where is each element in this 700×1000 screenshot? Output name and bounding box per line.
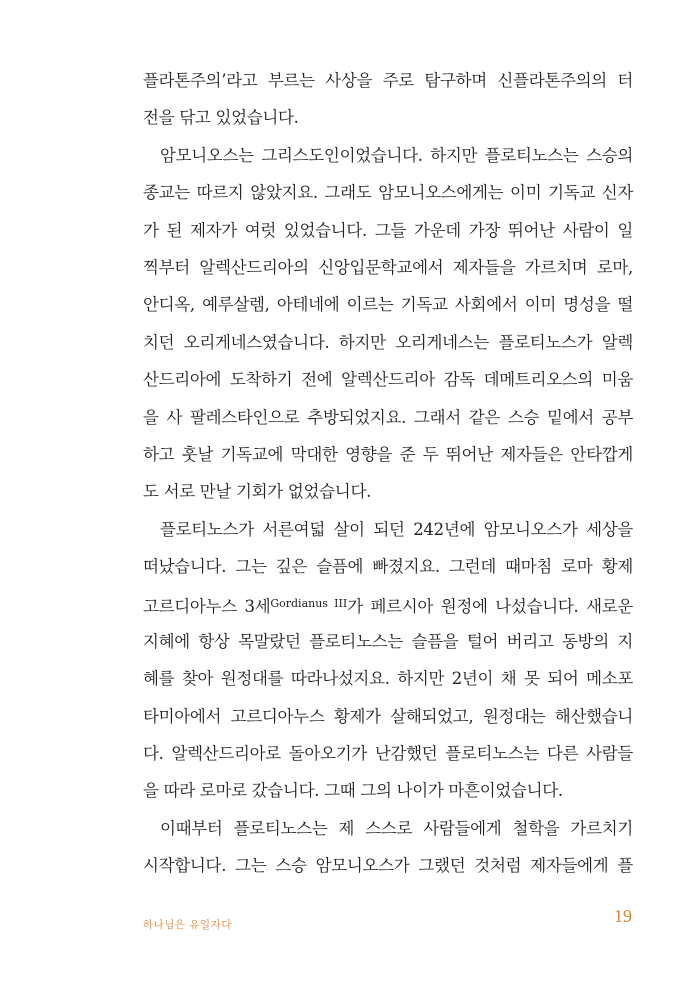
superscript-latin-name: Gordianus III	[270, 597, 348, 611]
text-line: 플라톤주의’라고 부르는 사상을 주로 탐구하며 신플라톤주의의 터	[143, 71, 633, 90]
text-line: 을 사 팔레스타인으로 추방되었지요. 그래서 같은 스승 밑에서 공부	[143, 407, 633, 427]
text-line-gordianus	[143, 585, 633, 622]
text-segment: 고르디아누스 3세	[143, 597, 271, 617]
text-line: 다. 알렉산드리아로 돌아오기가 난감했던 플로티노스는 다른 사람들	[143, 744, 633, 764]
page-number: 19	[614, 906, 632, 926]
text-line: 혜를 찾아 원정대를 따라나섰지요. 하지만 2년이 채 못 되어 메소포	[143, 669, 633, 689]
text-line: 안디옥, 예루살렘, 아테네에 이르는 기독교 사회에서 이미 명성을 떨	[143, 295, 633, 315]
text-line: 하고 훗날 기독교에 막대한 영향을 준 두 뛰어난 제자들은 안타깝게	[143, 444, 633, 464]
body-text	[143, 62, 633, 885]
text-line: 찍부터 알렉산드리아의 신앙입문학교에서 제자들을 가르치며 로마,	[143, 257, 633, 277]
text-line: 도 서로 만날 기회가 없었습니다.	[143, 482, 372, 502]
text-line: 가 된 제자가 여럿 있었습니다. 그들 가운데 가장 뛰어난 사람이 일	[143, 220, 633, 240]
text-line: 시작합니다. 그는 스승 암모니오스가 그랬던 것처럼 제자들에게 플	[143, 856, 633, 876]
text-line: 떠났습니다. 그는 깊은 슬픔에 빠졌지요. 그런데 때마침 로마 황제	[143, 557, 633, 577]
text-line: 타미아에서 고르디아누스 황제가 살해되었고, 원정대는 해산했습니	[143, 706, 633, 726]
text-line: 지혜에 항상 목말랐던 플로티노스는 슬픔을 털어 버리고 동방의 지	[143, 631, 633, 651]
text-segment: 가 페르시아 원정에 나섰습니다. 새로운	[347, 597, 634, 617]
text-line: 종교는 따르지 않았지요. 그래도 암모니오스에게는 이미 기독교 신자	[143, 183, 633, 203]
text-line: 이때부터 플로티노스는 제 스스로 사람들에게 철학을 가르치기	[160, 818, 633, 838]
text-line: 전을 닦고 있었습니다.	[143, 108, 299, 128]
running-footer-title: 하나님은 유일자다	[143, 919, 232, 931]
text-line: 산드리아에 도착하기 전에 알렉산드리아 감독 데메트리오스의 미움	[143, 370, 633, 390]
text-line: 치던 오리게네스였습니다. 하지만 오리게네스는 플로티노스가 알렉	[143, 332, 633, 352]
text-line: 암모니오스는 그리스도인이었습니다. 하지만 플로티노스는 스승의	[160, 145, 633, 165]
text-line: 을 따라 로마로 갔습니다. 그때 그의 나이가 마흔이었습니다.	[143, 781, 563, 801]
text-line: 플로티노스가 서른여덟 살이 되던 242년에 암모니오스가 세상을	[160, 519, 633, 539]
